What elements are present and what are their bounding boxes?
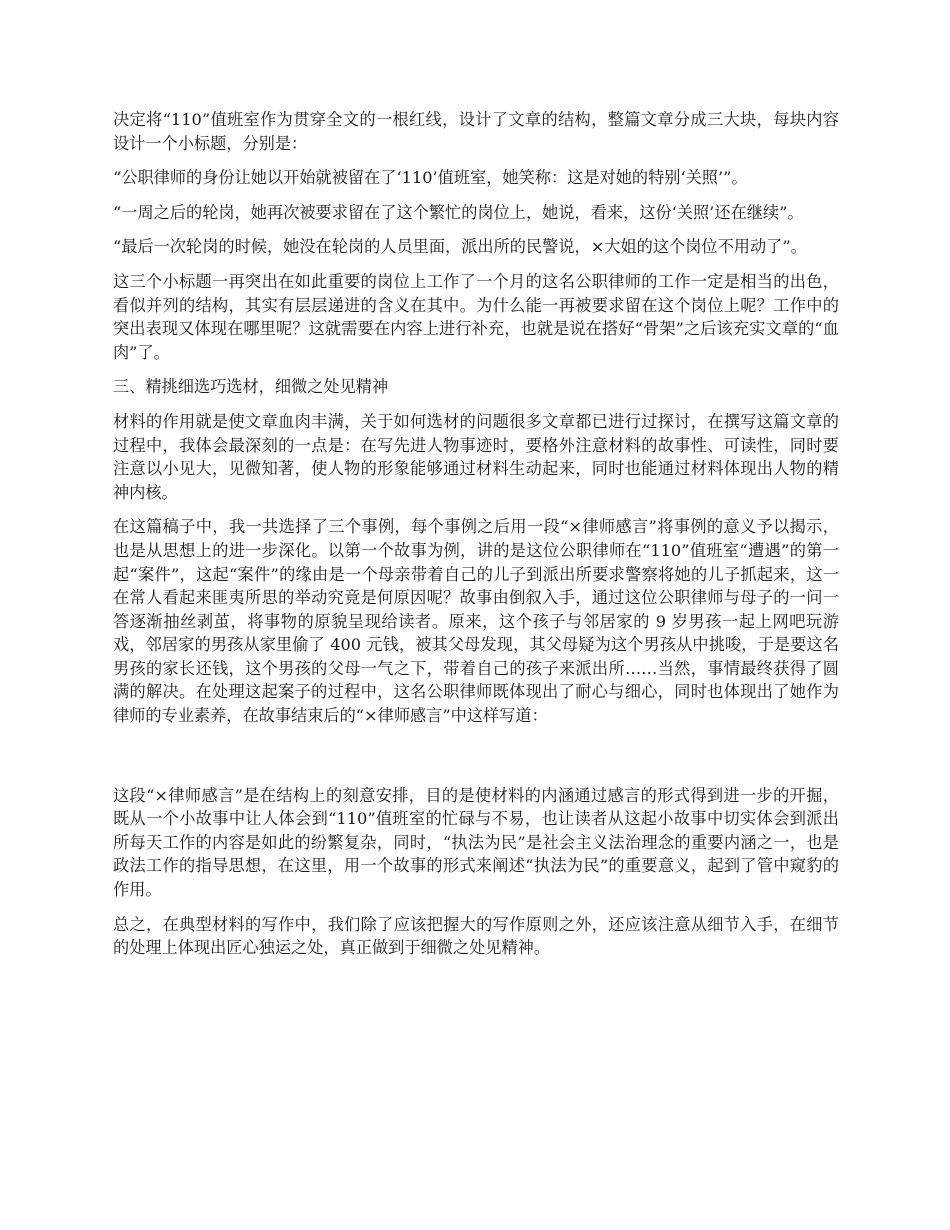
document-body	[113, 108, 839, 971]
section-heading-3: 三、精挑细选巧选材，细微之处见精神	[113, 377, 389, 397]
quote-placeholder-gap	[113, 739, 839, 784]
paragraph-lawyer-remarks: 这段“×律师感言”是在结构上的刻意安排，目的是使材料的内涵通过感言的形式得到进一步的开掘，既从一个小故事中让人体会到“110”值班室的忙碌与不易，也让读者从这起小故事中切实体会到派出所每天工作的内容是如此的纷繁复杂，同时，“执法为民”是社会主义法治理念的重要内涵之一，也是政法工作的指导思想，在这里，用一个故事的形式来阐述“执法为民”的重要意义，起到了管中窥豹的作用。	[113, 785, 839, 900]
paragraph-material-selection: 材料的作用就是使文章血肉丰满，关于如何选材的问题很多文章都已进行过探讨，在撰写这篇文章的过程中，我体会最深刻的一点是：在写先进人物事迹时，要格外注意材料的故事性、可读性，同时要注意以小见大，见微知著，使人物的形象能够通过材料生动起来，同时也能通过材料体现出人物的精神内核。	[113, 411, 839, 502]
paragraph-case-example: 在这篇稿子中，我一共选择了三个事例，每个事例之后用一段“×律师感言”将事例的意义予以揭示，也是从思想上的进一步深化。以第一个故事为例，讲的是这位公职律师在“110”值班室“遭遇”的第一起“案件”，这起“案件”的缘由是一个母亲带着自己的儿子到派出所要求警察将她的儿子抓起来，这一在常人看起来匪夷所思的举动究竟是何原因呢？故事由倒叙入手，通过这位公职律师与母子的一问一答逐渐抽丝剥茧，将事物的原貌呈现给读者。原来，这个孩子与邻居家的 9 岁男孩一起上网吧玩游戏，邻居家的男孩从家里偷了 400 元钱，被其父母发现，其父母疑为这个男孩从中挑唆，于是要这名男孩的家长还钱，这个男孩的父母一气之下，带着自己的孩子来派出所……当然，事情最终获得了圆满的解决。在处理这起案子的过程中，这名公职律师既体现出了耐心与细心，同时也体现出了她作为律师的专业素养，在故事结束后的“×律师感言”中这样写道：	[113, 517, 839, 726]
paragraph-subtitle-analysis: 这三个小标题一再突出在如此重要的岗位上工作了一个月的这名公职律师的工作一定是相当的出色，看似并列的结构，其实有层层递进的含义在其中。为什么能一再被要求留在这个岗位上呢？工作中的突出表现又体现在哪里呢？这就需要在内容上进行补充，也就是说在搭好“骨架”之后该充实文章的“血肉”了。	[113, 271, 839, 362]
paragraph-structure-intro: 决定将“110”值班室作为贯穿全文的一根红线，设计了文章的结构，整篇文章分成三大块，每块内容设计一个小标题，分别是：	[113, 110, 839, 153]
paragraph-conclusion: 总之，在典型材料的写作中，我们除了应该把握大的写作原则之外，还应该注意从细节入手，在细节的处理上体现出匠心独运之处，真正做到于细微之处见精神。	[113, 914, 839, 958]
paragraph-subtitle-2: “一周之后的轮岗，她再次被要求留在了这个繁忙的岗位上，她说，看来，这份‘关照’还在继续”。	[113, 202, 804, 222]
paragraph-subtitle-3: “最后一次轮岗的时候，她没在轮岗的人员里面，派出所的民警说，×大姐的这个岗位不用动了”。	[113, 237, 807, 257]
paragraph-subtitle-1: “公职律师的身份让她以开始就被留在了‘110’值班室，她笑称：这是对她的特别‘关照’”。	[113, 168, 748, 188]
